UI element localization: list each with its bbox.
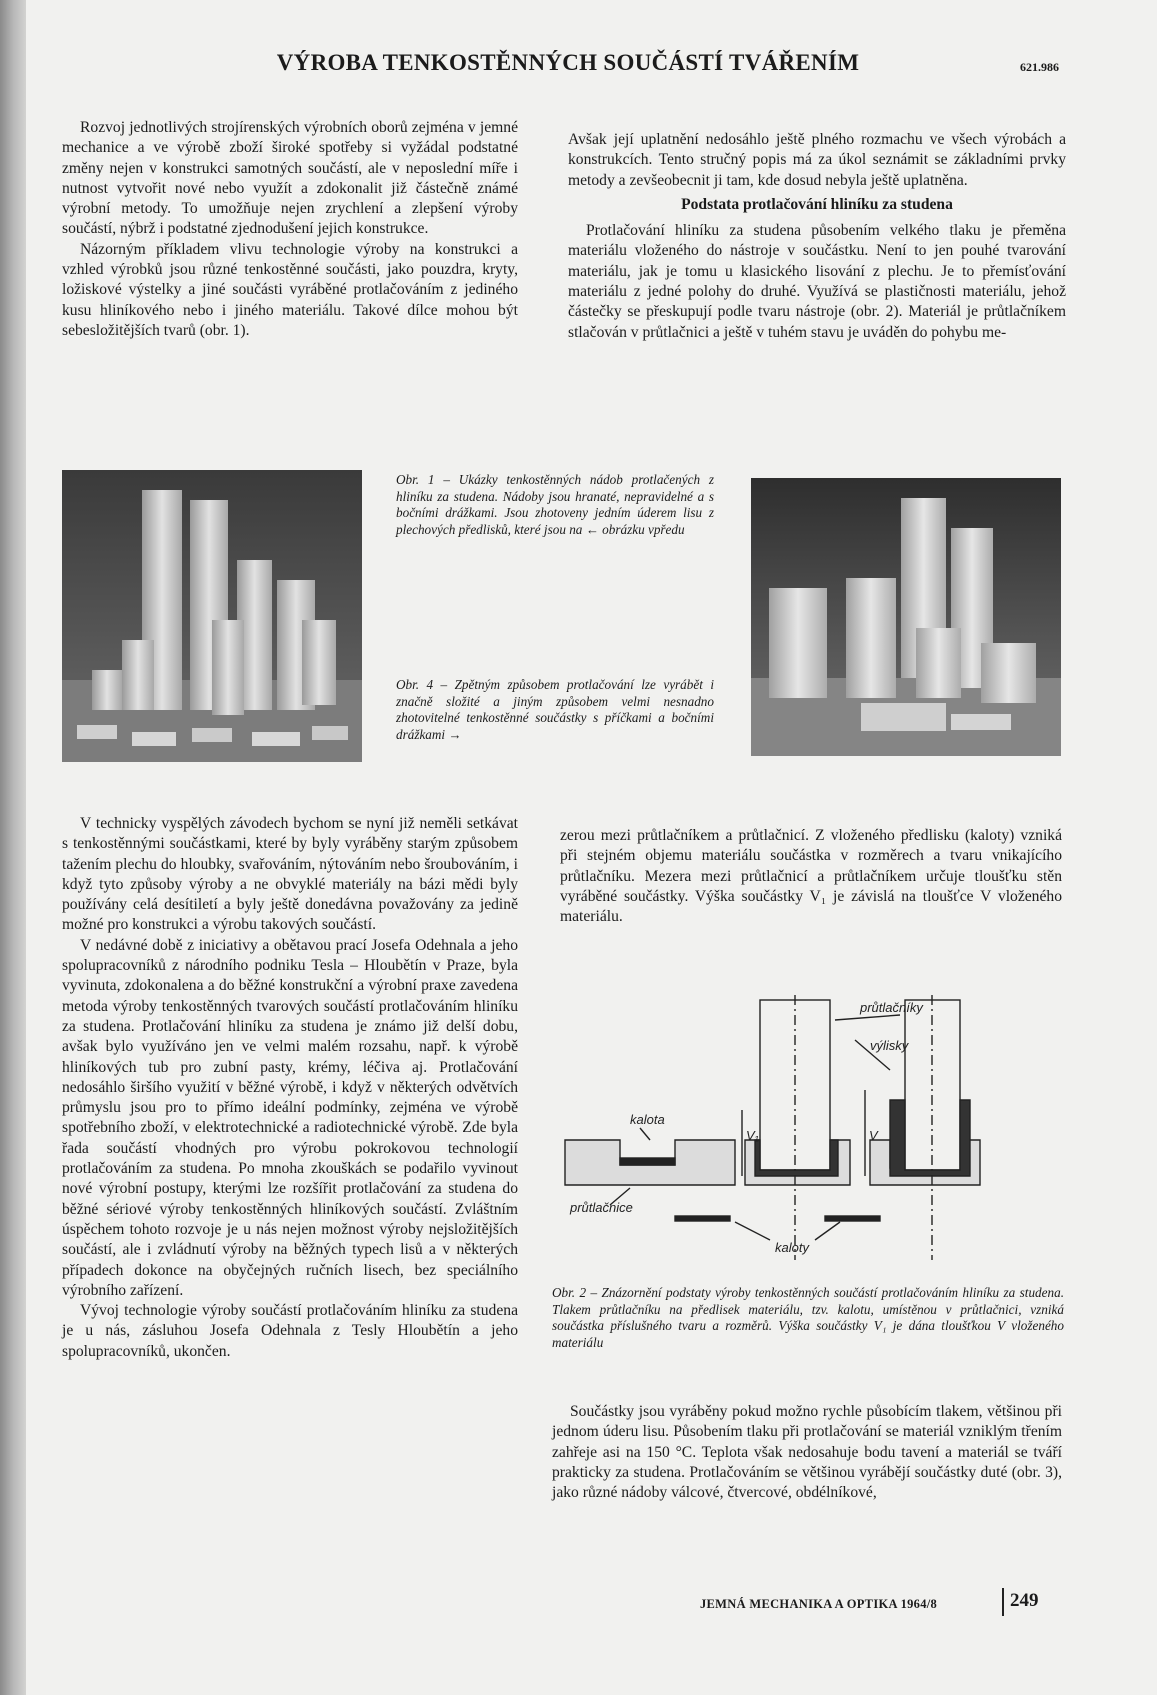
label-prutlacnice: průtlačnice — [570, 1200, 633, 1215]
paragraph: V technicky vyspělých závodech bychom se nyní již neměli setkávat s tenkostěnnými součástkami, které by byly vyráběny starým způsobem tažením plechu do hloubky, svařováním, nýtováním nebo šroubováním, i když tyto způsoby výroby a ne obvyklé materiály na bázi mědi byly používány celá desítiletí a byly ještě donedávna považovány za jedině možné pro konstrukci a výrobu takových součástí. — [62, 815, 518, 934]
complex-parts-image — [751, 478, 1061, 756]
journal-footer: JEMNÁ MECHANIKA A OPTIKA 1964/8 — [700, 1597, 938, 1611]
paragraph: Protlačování hliníku za studena působením velkého tlaku je přeměna materiálu vloženého do nástroje v součástku. Není to jen pouhé tvarování materiálu, jak je tomu u klasického lisování z plechu. Je to přemísťování materiálu z jedné polohy do druhé. Využívá se plastičnosti materiálu, jehož částečky se přeskupují podle tvaru nástroje (obr. 2). Materiál je průtlačníkem stlačován v průtlačnici a ještě v tuhém stavu je uváděn do pohybu me- — [568, 222, 1066, 341]
label-vylisky: výlisky — [870, 1038, 909, 1053]
right-column-top — [568, 130, 1066, 343]
figure-2-caption: Obr. 2 – Znázornění podstaty výroby tenkostěnných součástí protlačováním hliníku za studena. Tlakem průtlačníku na předlisek materiálu, tzv. kalotu, umístěnou v průtlačnici, vzniká součástka příslušného tvaru a rozměrů. Výška součástky V₁ je dána tloušťkou V vloženého materiálu — [552, 1285, 1064, 1350]
label-v: V — [869, 1128, 878, 1143]
photo-figure-4 — [751, 478, 1061, 756]
label-prutlacniky: průtlačníky — [860, 1000, 923, 1015]
paragraph: Avšak její uplatnění nedosáhlo ještě plného rozmachu ve všech výrobách a konstrukcích. Tento stručný popis má za úkol seznámit se základními prvky metody a zevšeobecnit ji tam, kde dosud nebyla ještě uplatněna. — [568, 131, 1066, 189]
paragraph: zerou mezi průtlačníkem a průtlačnicí. Z vloženého předlisku (kaloty) vzniká při stejném objemu materiálu součástka v rozměrech a tvaru vnikajícího průtlačníku. Mezera mezi průtlačnicí a průtlačníkem určuje tloušťku stěn vyráběné součástky. Výška součástky V₁ je závislá na tloušťce V vloženého materiálu. — [560, 827, 1062, 926]
aluminium-containers-image — [62, 470, 362, 762]
left-column-bottom — [62, 814, 518, 1362]
label-kalota: kalota — [630, 1112, 665, 1127]
figure-1-caption: Obr. 1 – Ukázky tenkostěnných nádob protlačených z hliníku za studena. Nádoby jsou hranaté, nepravidelné a s bočními drážkami. Jsou zhotoveny jedním úderem lisu z plechových předlisků, které jsou na ← obrázku vpředu — [396, 472, 714, 537]
figure-4-caption: Obr. 4 – Zpětným způsobem protlačování lze vyrábět i značně složité a jiným způsobem velmi nesnadno zhotovitelné tenkostěnné součástky s příčkami a bočními drážkami → — [396, 677, 714, 742]
paragraph: Součástky jsou vyráběny pokud možno rychle působícím tlakem, většinou při jednom úderu lisu. Působením tlaku při protlačování se materiál vzniklým třením zahřeje asi na 150 °C. Teplota však nedosahuje bodu tavení a materiál se tváří prakticky za studena. Protlačováním se většinou vyrábějí součástky duté (obr. 3), jako různé nádoby válcové, čtvercové, obdélníkové, — [552, 1403, 1062, 1502]
right-column-bottom — [552, 1402, 1062, 1503]
label-v1: V₁ — [746, 1128, 759, 1143]
footer-divider — [1002, 1588, 1004, 1616]
paragraph: Názorným příkladem vlivu technologie výroby na konstrukci a vzhled výrobků jsou různé tenkostěnné součásti, jako pouzdra, kryty, ložiskové výstelky a jiné součásti vyráběné protlačováním z jediného kusu hliníkového nebo i jiného materiálu. Takové dílce mohou být sebesložitějších tvarů (obr. 1). — [62, 240, 518, 339]
photo-figure-1 — [62, 470, 362, 762]
page-number: 249 — [1010, 1590, 1039, 1611]
extrusion-diagram — [560, 990, 1060, 1270]
paragraph: V nedávné době z iniciativy a obětavou prací Josefa Odehnala a jeho spolupracovníků z národního podniku Tesla – Hloubětín v Praze, byla vyvinuta, zdokonalena a do běžné konstrukční a výrobní praxe zavedena metoda výroby tenkostěnných tvarových součástí protlačováním hliníku za studena. Protlačování hliníku za studena je známo již delší dobu, avšak bylo využíváno jen ve velmi malém rozsahu, např. k výrobě hliníkových tub pro zubní pasty, krémy, léčiva aj. Protlačování nedosáhlo širšího využití v běžné výrobě, i když v některých odvětvích průmyslu jsou pro to přímo ideální podmínky, zejména ve výrobě spotřebního zboží, v elektrotechnické a radiotechnické výrobě. Zde byla řada součástí vhodných pro výrobu pokrokovou technologií protlačováním za studena. Po mnoha zkouškách se podařilo vyvinout nové výrobní postupy, kterými lze rozšířit protlačování za studena do běžné sériové výroby tenkostěnných hliníkových součástí. Zvláštním úspěchem tohoto rozvoje je u nás nejen možnost výroby nejsložitějších součástí, ale i zvládnutí výroby na běžných typech lisů a v některých případech dokonce na obyčejných ručních lisech, bez speciálního výrobního zařízení. — [62, 936, 518, 1299]
left-column-top — [62, 118, 518, 341]
right-column-middle — [560, 826, 1062, 927]
section-heading: Podstata protlačování hliníku za studena — [681, 195, 953, 213]
paragraph: Vývoj technologie výroby součástí protlačováním hliníku za studena je u nás, zásluhou Josefa Odehnala z Tesly Hloubětín a jeho spolupracovníků, ukončen. — [62, 1302, 518, 1360]
article-title: VÝROBA TENKOSTĚNNÝCH SOUČÁSTÍ TVÁŘENÍM — [276, 50, 860, 75]
udc-code: 621.986 — [1020, 60, 1059, 74]
paragraph: Rozvoj jednotlivých strojírenských výrobních oborů zejména v jemné mechanice a ve výrobě zboží široké spotřeby si vyžádal podstatné změny nejen v konstrukci samotných součástí, ale v neposlední míře i nutnost vytvořit nové nebo využít a zdokonalit již částečně známé výrobní metody. To umožňuje nejen zrychlení a zlepšení výroby součástí, nýbrž i podstatné zjednodušení jejich konstrukce. — [62, 119, 518, 238]
label-kaloty: kaloty — [775, 1240, 809, 1255]
